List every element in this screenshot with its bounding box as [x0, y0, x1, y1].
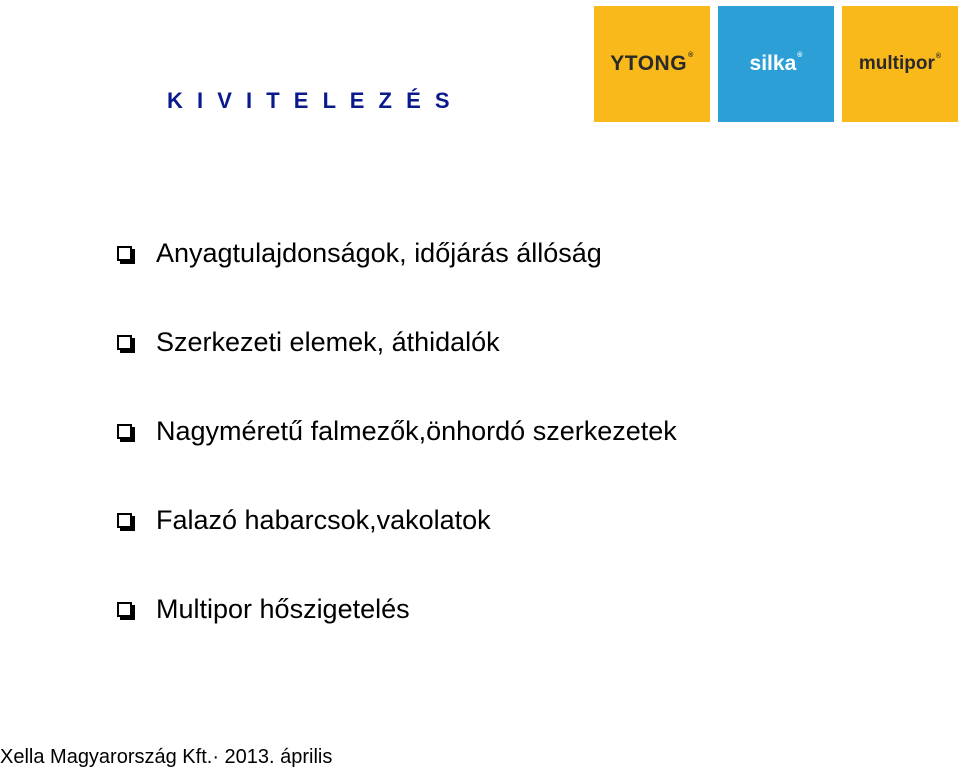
ytong-wordmark: YTONG: [610, 52, 688, 75]
bullet-item: [117, 324, 677, 360]
brand-logos: [594, 6, 958, 122]
bullet-item: [117, 502, 677, 538]
bullet-list: [117, 235, 677, 680]
ytong-logo: [594, 6, 710, 122]
registered-mark: ®: [935, 53, 942, 60]
checkbox-bullet-icon: [117, 246, 132, 261]
bullet-text: Multipor hőszigetelés: [156, 593, 410, 624]
bullet-text: Anyagtulajdonságok, időjárás állóság: [156, 237, 602, 268]
bullet-item: [117, 235, 677, 271]
registered-mark: ®: [797, 52, 803, 59]
multipor-logo: [842, 6, 958, 122]
multipor-logo-text: [859, 53, 941, 75]
bullet-item: [117, 591, 677, 627]
slide-footer: Xella Magyarország Kft.· 2013. április: [0, 746, 333, 768]
bullet-text: Falazó habarcsok,vakolatok: [156, 504, 491, 535]
bullet-item: [117, 413, 677, 449]
multipor-wordmark: multipor: [858, 53, 935, 74]
checkbox-bullet-icon: [117, 602, 132, 617]
silka-logo: [718, 6, 834, 122]
registered-mark: ®: [688, 52, 694, 59]
bullet-text: Nagyméretű falmezők,önhordó szerkezetek: [156, 415, 677, 446]
silka-logo-text: [750, 52, 803, 76]
checkbox-bullet-icon: [117, 424, 132, 439]
ytong-logo-text: [610, 52, 693, 76]
slide-title: K I V I T E L E Z É S: [167, 88, 454, 113]
bullet-text: Szerkezeti elemek, áthidalók: [156, 326, 500, 357]
silka-wordmark: silka: [749, 52, 797, 75]
checkbox-bullet-icon: [117, 335, 132, 350]
checkbox-bullet-icon: [117, 513, 132, 528]
